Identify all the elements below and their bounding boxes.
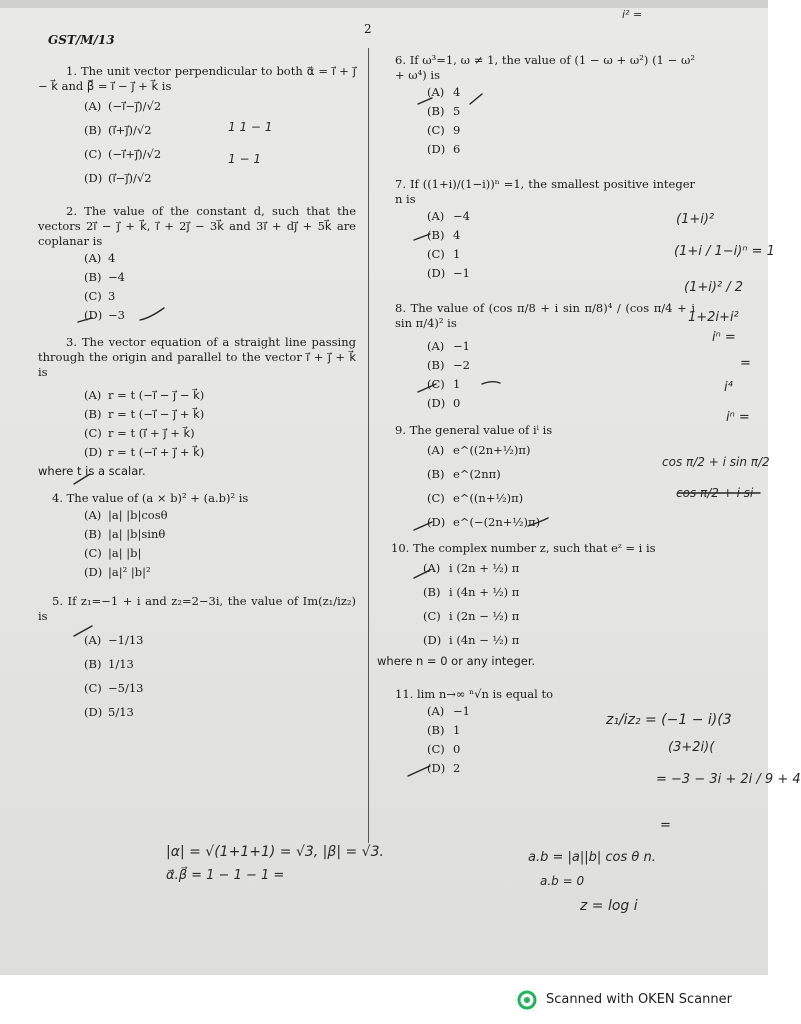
option-text: 4 [453,228,461,242]
option-label: (C) [84,146,102,161]
option-label: (C) [84,546,102,560]
oken-scanner-logo-icon [517,990,537,1010]
question-stem: 2. The value of the constant d, such that the vectors 2i⃗ − j⃗ + k⃗, i⃗ + 2j⃗ − 3k⃗ and 3i⃗ + dj⃗ + 5k⃗ are coplanar is [38,204,356,248]
margin-note: 1 − 1 [228,152,261,166]
margin-note: (1+i)² [676,212,715,227]
strike-mark [78,318,92,322]
question-stem: 1. The unit vector perpendicular to both α⃗ = i⃗ + j⃗ − k⃗ and β⃗ = i⃗ − j⃗ + k⃗ is [38,64,356,93]
question-stem: 10. The complex number z, such that eᶻ = i is [391,541,656,555]
option-label: (A) [84,98,102,113]
bottom-note: a.b = |a||b| cos θ n. [528,850,656,865]
option-text: i (4n + ½) π [449,584,520,599]
option-text: (−i⃗+j⃗)/√2 [108,146,162,161]
option-label: (C) [427,377,445,391]
margin-note: = [740,356,751,371]
option-label: (D) [84,565,103,579]
margin-note: = [660,818,671,833]
option-label: (D) [84,445,103,459]
option-label: (A) [427,85,445,99]
option-text: e^((n+½)π) [453,490,524,505]
option-text: 1 [453,377,461,391]
option-text: e^(−(2n+½)π) [453,514,541,529]
option-text: r = t (−i⃗ − j⃗ − k⃗) [108,388,205,402]
bottom-note: z = log i [580,898,638,914]
option-text: 5/13 [108,704,134,719]
question-stem: 6. If ω³=1, ω ≠ 1, the value of (1 − ω + ω²) (1 − ω² + ω⁴) is [395,53,695,82]
question-stem: 8. The value of (cos π/8 + i sin π/8)⁴ / (cos π/4 + i sin π/4)² is [395,301,695,330]
bottom-note: α⃗.β⃗ = 1 − 1 − 1 = [166,868,285,883]
option-label: (A) [84,388,102,402]
tick-mark [482,382,500,384]
option-label: (D) [84,704,103,719]
option-text: |a| |b|cosθ [108,508,168,522]
tick-mark [528,518,548,526]
question-stem: 3. The vector equation of a straight line passing through the origin and parallel to the vector i⃗ + j⃗ + k⃗ is [38,335,356,379]
question-stem: 4. The value of (a × b)² + (a.b)² is [52,491,249,505]
option-label: (D) [84,308,103,322]
option-label: (B) [84,407,102,421]
margin-note: iⁿ = [712,330,736,345]
question-stem: 9. The general value of iⁱ is [395,423,553,437]
option-label: (A) [423,560,441,575]
option-text: 5 [453,104,461,118]
option-label: (D) [427,142,446,156]
option-label: (B) [84,122,102,137]
option-label: (B) [84,270,102,284]
option-label: (C) [84,426,102,440]
option-text: −5/13 [108,680,144,695]
option-text: |a|² |b|² [108,565,151,579]
option-label: (A) [427,704,445,718]
option-label: (A) [84,251,102,265]
option-label: (B) [427,228,445,242]
option-text: (−i⃗−j⃗)/√2 [108,98,162,113]
option-label: (D) [84,170,103,185]
option-text: r = t (−i⃗ − j⃗ + k⃗) [108,407,205,421]
option-text: 6 [453,142,461,156]
option-text: e^((2n+½)π) [453,442,531,457]
scanner-watermark-text: Scanned with OKEN Scanner [546,992,732,1007]
option-text: 3 [108,289,116,303]
option-text: 1/13 [108,656,134,671]
option-label: (C) [427,742,445,756]
option-label: (D) [427,514,446,529]
option-text: −2 [453,358,470,372]
option-text: (i⃗+j⃗)/√2 [108,122,152,137]
bottom-note: |α| = √(1+1+1) = √3, |β| = √3. [166,844,384,860]
question-note: where t is a scalar. [38,464,146,478]
question-stem: 7. If ((1+i)/(1−i))ⁿ =1, the smallest positive integer n is [395,177,695,206]
option-label: (B) [84,527,102,541]
paper-code: GST/M/13 [48,33,115,47]
strike-mark [414,570,430,578]
option-label: (D) [427,266,446,280]
margin-note: (1+i)² / 2 [684,280,744,295]
option-text: e^(2nπ) [453,466,501,481]
strike-mark [414,234,430,240]
margin-note: z₁/iz₂ = (−1 − i)(3 [606,712,732,728]
tick-mark [140,308,164,320]
option-text: i (2n − ½) π [449,608,520,623]
option-text: 0 [453,396,461,410]
option-text: −1 [453,266,470,280]
option-label: (C) [423,608,441,623]
option-text: 4 [108,251,116,265]
option-text: 9 [453,123,461,137]
option-text: −1/13 [108,632,144,647]
option-label: (B) [427,358,445,372]
question-stem: 11. lim n→∞ ⁿ√n is equal to [395,687,554,701]
option-text: |a| |b|sinθ [108,527,166,541]
margin-note: = −3 − 3i + 2i / 9 + 4 [656,772,801,787]
option-text: −1 [453,339,470,353]
margin-note: i⁴ [724,380,733,395]
option-text: −4 [108,270,125,284]
margin-note: (1+i / 1−i)ⁿ = 1 [674,244,775,259]
option-label: (A) [427,339,445,353]
option-label: (B) [423,584,441,599]
strike-mark [408,766,430,776]
option-text: −3 [108,308,125,322]
option-text: |a| |b| [108,546,142,560]
margin-note: 1 1 − 1 [228,120,273,134]
tick-mark [470,94,482,104]
option-text: 1 [453,247,461,261]
margin-note: i² = [622,8,643,21]
strike-mark [74,474,90,484]
margin-note: iⁿ = [726,410,750,425]
option-label: (A) [427,209,445,223]
margin-note: 1+2i+i² [688,310,739,325]
option-label: (A) [427,442,445,457]
option-text: 2 [453,761,461,775]
option-label: (B) [84,656,102,671]
option-text: i (4n − ½) π [449,632,520,647]
question-stem: 5. If z₁=−1 + i and z₂=2−3i, the value of Im(z₁/iz₂) is [38,594,356,623]
strike-mark [418,98,432,104]
option-text: −1 [453,704,470,718]
option-label: (B) [427,466,445,481]
option-label: (D) [423,632,442,647]
option-text: i (2n + ½) π [449,560,520,575]
option-label: (A) [84,632,102,647]
page-number: 2 [364,22,372,36]
option-label: (A) [84,508,102,522]
strike-mark [418,384,436,392]
option-label: (D) [427,761,446,775]
option-label: (B) [427,723,445,737]
option-text: r = t (i⃗ + j⃗ + k⃗) [108,426,195,440]
option-text: 1 [453,723,461,737]
bottom-note: a.b = 0 [540,874,585,888]
strike-mark [74,626,92,636]
option-text: −4 [453,209,470,223]
option-label: (D) [427,396,446,410]
margin-note: cos π/2 + i sin π/2 [662,455,770,469]
question-note: where n = 0 or any integer. [377,654,536,668]
margin-note: (3+2i)( [668,740,715,755]
option-text: (i⃗−j⃗)/√2 [108,170,152,185]
option-label: (C) [84,289,102,303]
option-label: (C) [427,123,445,137]
option-label: (C) [427,490,445,505]
option-label: (B) [427,104,445,118]
option-label: (C) [427,247,445,261]
strike-mark [414,522,432,530]
option-label: (C) [84,680,102,695]
option-text: 0 [453,742,461,756]
margin-note: cos π/2 + i si [676,486,754,500]
option-text: 4 [453,85,461,99]
option-text: r = t (−i⃗ + j⃗ + k⃗) [108,445,205,459]
